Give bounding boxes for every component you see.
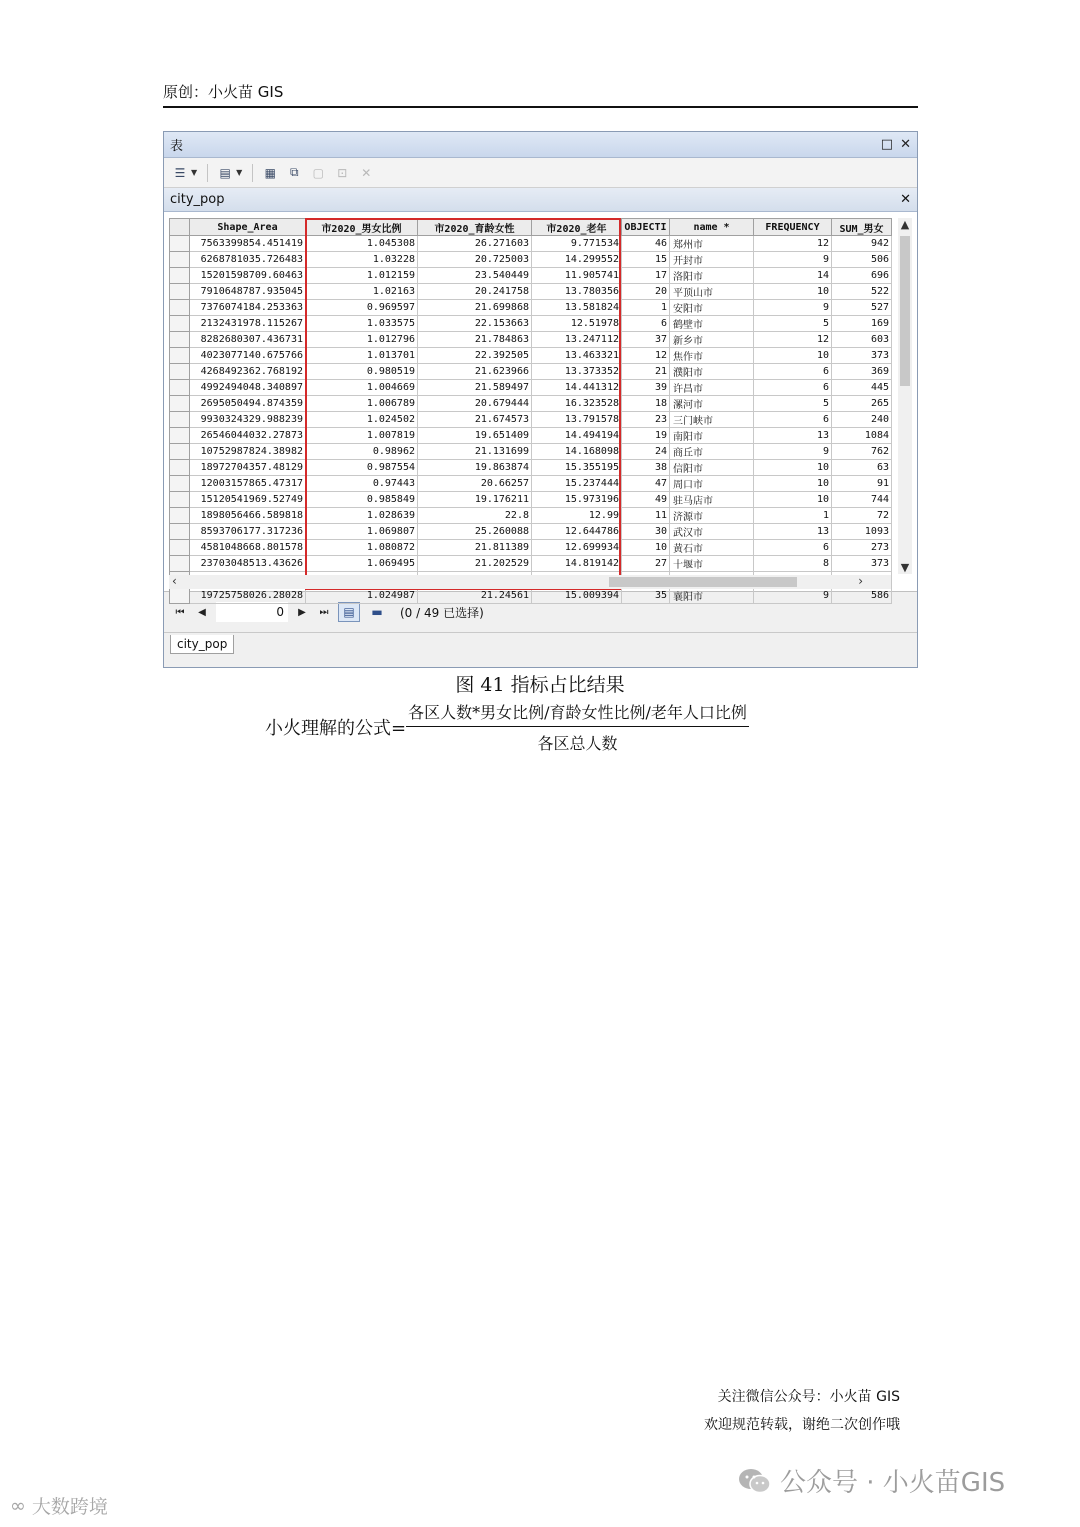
table-cell[interactable]: 15201598709.60463: [190, 268, 306, 284]
table-cell[interactable]: 12.99: [532, 508, 622, 524]
table-cell[interactable]: 23703048513.43626: [190, 556, 306, 572]
table-cell[interactable]: 369: [832, 364, 892, 380]
row-selector[interactable]: [170, 540, 190, 556]
table-cell[interactable]: 商丘市: [670, 444, 754, 460]
row-selector[interactable]: [170, 428, 190, 444]
table-row[interactable]: [170, 252, 892, 268]
show-all-records-icon[interactable]: ▤: [338, 602, 360, 622]
table-cell[interactable]: 12: [622, 348, 670, 364]
scroll-down-icon[interactable]: ▼: [900, 561, 910, 574]
table-cell[interactable]: 13.247112: [532, 332, 622, 348]
table-cell[interactable]: 46: [622, 236, 670, 252]
column-header[interactable]: OBJECTI: [622, 219, 670, 236]
footer-line-1: 关注微信公众号：小火苗 GIS: [717, 1389, 900, 1405]
table-cell[interactable]: 21.131699: [418, 444, 532, 460]
scroll-up-icon[interactable]: ▲: [900, 218, 910, 231]
table-options-icon[interactable]: ☰: [174, 165, 186, 180]
table-cell[interactable]: 15.009394: [532, 588, 622, 604]
row-selector[interactable]: [170, 268, 190, 284]
table-cell[interactable]: 1084: [832, 428, 892, 444]
window-title: 表: [170, 139, 184, 154]
table-cell[interactable]: 1.033575: [306, 316, 418, 332]
table-cell[interactable]: 9: [754, 252, 832, 268]
formula-lhs: 小火理解的公式=: [265, 718, 407, 739]
table-cell[interactable]: 35: [622, 588, 670, 604]
table-cell[interactable]: 1.013701: [306, 348, 418, 364]
layer-tab-title: city_pop: [170, 192, 225, 207]
table-cell[interactable]: 91: [832, 476, 892, 492]
table-cell[interactable]: 5: [754, 316, 832, 332]
table-cell[interactable]: 8: [754, 556, 832, 572]
table-cell[interactable]: 0.98962: [306, 444, 418, 460]
table-row[interactable]: [170, 284, 892, 300]
table-cell[interactable]: 586: [832, 588, 892, 604]
table-cell[interactable]: 平顶山市: [670, 284, 754, 300]
table-cell[interactable]: 15.355195: [532, 460, 622, 476]
table-cell[interactable]: 襄阳市: [670, 588, 754, 604]
table-row[interactable]: [170, 396, 892, 412]
row-selector[interactable]: [170, 252, 190, 268]
table-cell[interactable]: 12.699934: [532, 540, 622, 556]
table-cell[interactable]: 安阳市: [670, 300, 754, 316]
table-cell[interactable]: 21.674573: [418, 412, 532, 428]
table-cell[interactable]: 9930324329.988239: [190, 412, 306, 428]
table-cell[interactable]: 10: [754, 476, 832, 492]
table-cell[interactable]: 1093: [832, 524, 892, 540]
table-cell[interactable]: 12003157865.47317: [190, 476, 306, 492]
table-cell[interactable]: 373: [832, 556, 892, 572]
footer-note: [704, 1383, 900, 1439]
table-cell[interactable]: 30: [622, 524, 670, 540]
scroll-thumb[interactable]: [609, 577, 797, 587]
scroll-thumb[interactable]: [900, 236, 910, 386]
row-selector[interactable]: [170, 316, 190, 332]
close-icon[interactable]: ✕: [900, 137, 911, 152]
selection-status: (0 / 49 已选择): [400, 605, 484, 620]
table-cell[interactable]: 169: [832, 316, 892, 332]
table-cell[interactable]: 17: [622, 268, 670, 284]
column-header[interactable]: FREQUENCY: [754, 219, 832, 236]
row-selector[interactable]: [170, 556, 190, 572]
table-row[interactable]: [170, 316, 892, 332]
zoom-to-selected-icon[interactable]: ⊡: [337, 165, 348, 180]
column-header[interactable]: 市2020_育龄女性: [418, 219, 532, 236]
table-cell[interactable]: 744: [832, 492, 892, 508]
column-header[interactable]: 市2020_男女比例: [306, 219, 418, 236]
table-cell[interactable]: 18: [622, 396, 670, 412]
table-cell[interactable]: 13.373352: [532, 364, 622, 380]
table-cell[interactable]: 22.153663: [418, 316, 532, 332]
table-cell[interactable]: 1.028639: [306, 508, 418, 524]
row-selector[interactable]: [170, 380, 190, 396]
table-cell[interactable]: 7376074184.253363: [190, 300, 306, 316]
table-cell[interactable]: 0.987554: [306, 460, 418, 476]
source-logo-icon: ∞: [10, 1494, 26, 1517]
chevron-down-icon[interactable]: ▼: [191, 168, 198, 177]
table-cell[interactable]: 周口市: [670, 476, 754, 492]
table-cell[interactable]: 7910648787.935045: [190, 284, 306, 300]
row-selector[interactable]: [170, 236, 190, 252]
table-cell[interactable]: 762: [832, 444, 892, 460]
table-cell[interactable]: 21.589497: [418, 380, 532, 396]
toolbar-divider: [252, 164, 253, 182]
scroll-right-icon[interactable]: ›: [858, 574, 863, 588]
table-cell[interactable]: 1.024987: [306, 588, 418, 604]
table-cell[interactable]: 十堰市: [670, 556, 754, 572]
table-cell[interactable]: 19.176211: [418, 492, 532, 508]
table-cell[interactable]: 1.006789: [306, 396, 418, 412]
page-header: [163, 80, 918, 108]
row-selector[interactable]: [170, 524, 190, 540]
watermark-text: 公众号 · 小火苗GIS: [780, 1468, 1006, 1498]
column-header[interactable]: 市2020_老年: [532, 219, 622, 236]
table-cell[interactable]: 6268781035.726483: [190, 252, 306, 268]
table-cell[interactable]: 12: [754, 236, 832, 252]
table-cell[interactable]: 8593706177.317236: [190, 524, 306, 540]
table-cell[interactable]: 12.644786: [532, 524, 622, 540]
formula-numerator: 各区人数*男女比例/育龄女性比例/老年人口比例: [406, 700, 749, 727]
show-selected-records-icon[interactable]: ▬: [371, 605, 383, 619]
table-cell[interactable]: 0.980519: [306, 364, 418, 380]
table-cell[interactable]: 15.973196: [532, 492, 622, 508]
table-cell[interactable]: 19: [622, 428, 670, 444]
wechat-watermark: [738, 1462, 1005, 1499]
header-text: 原创：小火苗 GIS: [163, 83, 284, 101]
table-row[interactable]: [170, 492, 892, 508]
chevron-down-icon[interactable]: ▼: [236, 168, 243, 177]
row-selector[interactable]: [170, 508, 190, 524]
table-cell[interactable]: 14.819142: [532, 556, 622, 572]
tab-city-pop[interactable]: city_pop: [170, 635, 234, 654]
table-cell[interactable]: 10: [622, 540, 670, 556]
table-cell[interactable]: 19725758026.28028: [190, 588, 306, 604]
table-cell[interactable]: 21.811389: [418, 540, 532, 556]
table-cell[interactable]: 1.007819: [306, 428, 418, 444]
column-header[interactable]: SUM_男女: [832, 219, 892, 236]
attribute-grid: [164, 212, 917, 603]
table-cell[interactable]: 20: [622, 284, 670, 300]
table-cell[interactable]: 13.791578: [532, 412, 622, 428]
table-cell[interactable]: 21.24561: [418, 588, 532, 604]
table-cell[interactable]: 37: [622, 332, 670, 348]
table-cell[interactable]: 10: [754, 492, 832, 508]
table-cell[interactable]: 1.080872: [306, 540, 418, 556]
toolbar-divider: [207, 164, 208, 182]
table-cell[interactable]: 19.651409: [418, 428, 532, 444]
table-cell[interactable]: 2132431978.115267: [190, 316, 306, 332]
row-selector[interactable]: [170, 364, 190, 380]
table-cell[interactable]: 4992494048.340897: [190, 380, 306, 396]
next-record-icon[interactable]: ▶: [298, 606, 306, 618]
attribute-table: [169, 218, 892, 604]
row-selector[interactable]: [170, 300, 190, 316]
table-row[interactable]: [170, 428, 892, 444]
table-cell[interactable]: 21.784863: [418, 332, 532, 348]
row-selector-header[interactable]: [170, 219, 190, 236]
column-header[interactable]: Shape_Area: [190, 219, 306, 236]
table-cell[interactable]: 9.771534: [532, 236, 622, 252]
table-cell[interactable]: 23.540449: [418, 268, 532, 284]
table-cell[interactable]: 1.012159: [306, 268, 418, 284]
table-cell[interactable]: 527: [832, 300, 892, 316]
table-cell[interactable]: 16.323528: [532, 396, 622, 412]
row-selector[interactable]: [170, 588, 190, 604]
table-cell[interactable]: 1898056466.589818: [190, 508, 306, 524]
table-row[interactable]: [170, 412, 892, 428]
table-cell[interactable]: 373: [832, 348, 892, 364]
table-cell[interactable]: 14.441312: [532, 380, 622, 396]
close-icon[interactable]: ✕: [900, 192, 911, 207]
table-row[interactable]: [170, 476, 892, 492]
row-selector[interactable]: [170, 284, 190, 300]
table-cell[interactable]: 13.581824: [532, 300, 622, 316]
restore-icon[interactable]: □: [880, 137, 894, 152]
attribute-table-window: [163, 131, 918, 668]
table-cell[interactable]: 10: [754, 348, 832, 364]
table-cell[interactable]: 14: [754, 268, 832, 284]
table-row[interactable]: [170, 332, 892, 348]
table-cell[interactable]: 20.679444: [418, 396, 532, 412]
table-cell[interactable]: 72: [832, 508, 892, 524]
table-cell[interactable]: 13.780356: [532, 284, 622, 300]
table-cell[interactable]: 14.494194: [532, 428, 622, 444]
table-cell[interactable]: 0.985849: [306, 492, 418, 508]
bottom-tab-row: [164, 632, 917, 662]
table-cell[interactable]: 驻马店市: [670, 492, 754, 508]
table-cell[interactable]: 1: [754, 508, 832, 524]
table-cell[interactable]: 21.623966: [418, 364, 532, 380]
table-cell[interactable]: 696: [832, 268, 892, 284]
table-cell[interactable]: 6: [622, 316, 670, 332]
table-cell[interactable]: 1.069807: [306, 524, 418, 540]
table-cell[interactable]: 15120541969.52749: [190, 492, 306, 508]
table-cell[interactable]: 开封市: [670, 252, 754, 268]
row-selector[interactable]: [170, 332, 190, 348]
table-cell[interactable]: 南阳市: [670, 428, 754, 444]
table-cell[interactable]: 9: [754, 444, 832, 460]
last-record-icon[interactable]: ⏭: [319, 606, 329, 618]
table-cell[interactable]: 13: [754, 524, 832, 540]
table-cell[interactable]: 4023077140.675766: [190, 348, 306, 364]
table-cell[interactable]: 漯河市: [670, 396, 754, 412]
table-cell[interactable]: 25.260088: [418, 524, 532, 540]
table-cell[interactable]: 445: [832, 380, 892, 396]
table-cell[interactable]: 洛阳市: [670, 268, 754, 284]
table-row[interactable]: [170, 508, 892, 524]
table-cell[interactable]: 4581048668.801578: [190, 540, 306, 556]
table-row[interactable]: [170, 236, 892, 252]
table-cell[interactable]: 63: [832, 460, 892, 476]
switch-selection-icon[interactable]: ⧉: [290, 165, 299, 179]
table-row[interactable]: [170, 556, 892, 572]
source-watermark: [10, 1492, 108, 1519]
table-cell[interactable]: 273: [832, 540, 892, 556]
table-cell[interactable]: 7563399854.451419: [190, 236, 306, 252]
table-cell[interactable]: 14.168098: [532, 444, 622, 460]
formula: [265, 700, 749, 754]
table-row[interactable]: [170, 444, 892, 460]
table-cell[interactable]: 0.97443: [306, 476, 418, 492]
table-cell[interactable]: 24: [622, 444, 670, 460]
figure-caption: 图 41 指标占比结果: [455, 674, 625, 696]
table-cell[interactable]: 13: [754, 428, 832, 444]
watermark-text: 大数跨境: [31, 1496, 108, 1518]
delete-selected-icon[interactable]: ✕: [361, 165, 372, 180]
table-cell[interactable]: 1.045308: [306, 236, 418, 252]
table-row[interactable]: [170, 300, 892, 316]
table-cell[interactable]: 21: [622, 364, 670, 380]
table-cell[interactable]: 20.66257: [418, 476, 532, 492]
table-cell[interactable]: 15: [622, 252, 670, 268]
table-cell[interactable]: 1.024502: [306, 412, 418, 428]
table-cell[interactable]: 240: [832, 412, 892, 428]
table-cell[interactable]: 21.699868: [418, 300, 532, 316]
footer-line-2: 欢迎规范转载，谢绝二次创作哦: [704, 1417, 900, 1433]
table-cell[interactable]: 9: [754, 588, 832, 604]
related-tables-icon[interactable]: ▤: [219, 165, 231, 180]
table-cell[interactable]: 濮阳市: [670, 364, 754, 380]
clear-selection-icon[interactable]: ▢: [312, 165, 324, 180]
table-cell[interactable]: 1.069495: [306, 556, 418, 572]
table-cell[interactable]: 47: [622, 476, 670, 492]
row-selector[interactable]: [170, 412, 190, 428]
record-input[interactable]: 0: [216, 602, 288, 622]
column-header[interactable]: name *: [670, 219, 754, 236]
table-cell[interactable]: 6: [754, 380, 832, 396]
table-cell[interactable]: 22.392505: [418, 348, 532, 364]
table-cell[interactable]: 15.237444: [532, 476, 622, 492]
table-cell[interactable]: 522: [832, 284, 892, 300]
table-cell[interactable]: 10: [754, 284, 832, 300]
table-toolbar: [164, 158, 917, 188]
table-cell[interactable]: 新乡市: [670, 332, 754, 348]
table-cell[interactable]: 焦作市: [670, 348, 754, 364]
table-row[interactable]: [170, 540, 892, 556]
row-selector[interactable]: [170, 444, 190, 460]
table-cell[interactable]: 6: [754, 540, 832, 556]
row-selector[interactable]: [170, 476, 190, 492]
table-cell[interactable]: 郑州市: [670, 236, 754, 252]
table-cell[interactable]: 1: [622, 300, 670, 316]
table-cell[interactable]: 信阳市: [670, 460, 754, 476]
row-selector[interactable]: [170, 348, 190, 364]
table-row[interactable]: [170, 380, 892, 396]
table-cell[interactable]: 许昌市: [670, 380, 754, 396]
table-cell[interactable]: 10752987824.38982: [190, 444, 306, 460]
table-cell[interactable]: 0.969597: [306, 300, 418, 316]
table-cell[interactable]: 6: [754, 364, 832, 380]
formula-denominator: 各区总人数: [537, 734, 618, 753]
table-cell[interactable]: 13.463321: [532, 348, 622, 364]
table-cell[interactable]: 27: [622, 556, 670, 572]
table-cell[interactable]: 1.004669: [306, 380, 418, 396]
table-cell[interactable]: 黄石市: [670, 540, 754, 556]
row-selector[interactable]: [170, 460, 190, 476]
table-cell[interactable]: 9: [754, 300, 832, 316]
table-cell[interactable]: 14.299552: [532, 252, 622, 268]
table-cell[interactable]: 21.202529: [418, 556, 532, 572]
table-cell[interactable]: 济源市: [670, 508, 754, 524]
table-cell[interactable]: 603: [832, 332, 892, 348]
table-cell[interactable]: 12: [754, 332, 832, 348]
table-cell[interactable]: 8282680307.436731: [190, 332, 306, 348]
first-record-icon[interactable]: ⏮: [175, 606, 185, 618]
row-selector[interactable]: [170, 396, 190, 412]
table-cell[interactable]: 1.03228: [306, 252, 418, 268]
row-selector[interactable]: [170, 492, 190, 508]
table-cell[interactable]: 942: [832, 236, 892, 252]
table-cell[interactable]: 19.863874: [418, 460, 532, 476]
table-cell[interactable]: 2695050494.874359: [190, 396, 306, 412]
table-cell[interactable]: 39: [622, 380, 670, 396]
table-cell[interactable]: 265: [832, 396, 892, 412]
table-cell[interactable]: 18972704357.48129: [190, 460, 306, 476]
table-cell[interactable]: 4268492362.768192: [190, 364, 306, 380]
vertical-scrollbar[interactable]: [898, 218, 912, 574]
table-row[interactable]: [170, 460, 892, 476]
table-cell[interactable]: 武汉市: [670, 524, 754, 540]
table-body: [170, 236, 892, 604]
formula-fraction: [406, 700, 749, 754]
table-cell[interactable]: 26546044032.27873: [190, 428, 306, 444]
table-row[interactable]: [170, 364, 892, 380]
table-cell[interactable]: 12.51978: [532, 316, 622, 332]
select-by-attributes-icon[interactable]: ▦: [264, 165, 276, 180]
table-cell[interactable]: 5: [754, 396, 832, 412]
wechat-icon: [738, 1467, 772, 1495]
table-row[interactable]: [170, 348, 892, 364]
table-cell[interactable]: 11: [622, 508, 670, 524]
table-cell[interactable]: 1.012796: [306, 332, 418, 348]
window-title-bar: [164, 132, 917, 158]
scroll-left-icon[interactable]: ‹: [172, 574, 177, 588]
table-row[interactable]: [170, 524, 892, 540]
table-cell[interactable]: 11.905741: [532, 268, 622, 284]
table-cell[interactable]: 23: [622, 412, 670, 428]
table-cell[interactable]: 6: [754, 412, 832, 428]
table-cell[interactable]: 1.02163: [306, 284, 418, 300]
previous-record-icon[interactable]: ◀: [198, 606, 206, 618]
table-row[interactable]: [170, 268, 892, 284]
table-row[interactable]: [170, 588, 892, 604]
table-cell[interactable]: 20.241758: [418, 284, 532, 300]
table-cell[interactable]: 10: [754, 460, 832, 476]
layer-tab-header: [164, 188, 917, 212]
table-cell[interactable]: 20.725003: [418, 252, 532, 268]
table-cell[interactable]: 38: [622, 460, 670, 476]
table-cell[interactable]: 22.8: [418, 508, 532, 524]
table-cell[interactable]: 26.271603: [418, 236, 532, 252]
table-header-row: [170, 219, 892, 236]
horizontal-scrollbar[interactable]: [169, 575, 891, 589]
table-cell[interactable]: 49: [622, 492, 670, 508]
table-cell[interactable]: 三门峡市: [670, 412, 754, 428]
table-cell[interactable]: 鹤壁市: [670, 316, 754, 332]
table-cell[interactable]: 506: [832, 252, 892, 268]
